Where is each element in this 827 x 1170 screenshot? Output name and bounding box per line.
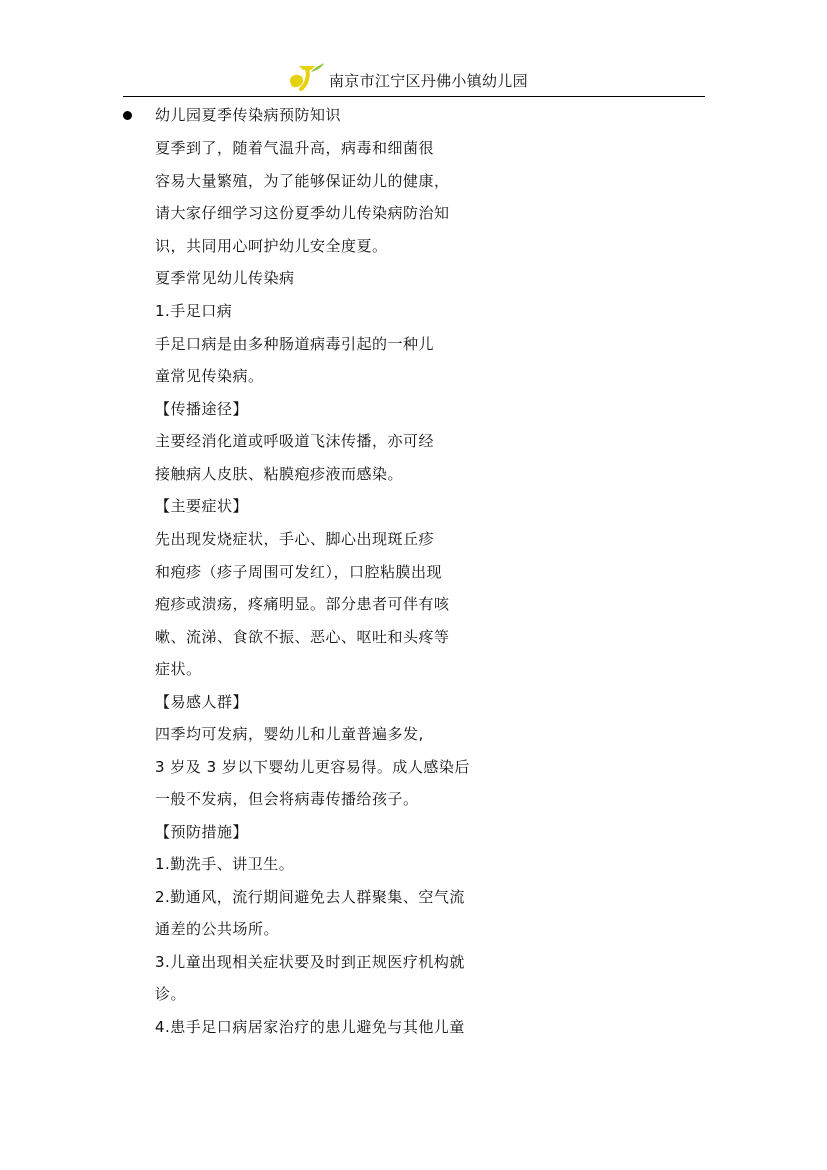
body-line: 主要经消化道或呼吸道飞沫传播，亦可经 [155, 432, 435, 450]
bracket-heading: 【易感人群】 [155, 693, 249, 711]
bracket-heading: 【预防措施】 [155, 823, 249, 841]
body-line: 请大家仔细学习这份夏季幼儿传染病防治知 [155, 204, 450, 222]
body-line: 童常见传染病。 [155, 367, 264, 385]
body-line: 夏季到了，随着气温升高，病毒和细菌很 [155, 139, 435, 157]
bullet-icon [123, 111, 132, 120]
bracket-heading: 【主要症状】 [155, 497, 249, 515]
article-title: 幼儿园夏季传染病预防知识 [155, 106, 342, 124]
school-logo-icon [285, 62, 325, 92]
subsection-heading: 1.手足口病 [155, 302, 233, 320]
section-heading: 夏季常见幼儿传染病 [155, 269, 295, 287]
body-line: 和疱疹（疹子周围可发红），口腔粘膜出现 [155, 563, 443, 581]
body-line: 疱疹或溃疡，疼痛明显。部分患者可伴有咳 [155, 595, 450, 613]
body-line: 诊。 [155, 985, 187, 1003]
body-line: 先出现发烧症状，手心、脚心出现斑丘疹 [155, 530, 435, 548]
body-line: 四季均可发病，婴幼儿和儿童普遍多发, [155, 725, 424, 743]
body-line: 接触病人皮肤、粘膜疱疹液而感染。 [155, 465, 404, 483]
body-line: 3 岁及 3 岁以下婴幼儿更容易得。成人感染后 [155, 758, 470, 776]
body-line: 一般不发病，但会将病毒传播给孩子。 [155, 790, 419, 808]
list-item: 1.勤洗手、讲卫生。 [155, 855, 295, 873]
bracket-heading: 【传播途径】 [155, 400, 249, 418]
body-line: 嗽、流涕、食欲不振、恶心、呕吐和头疼等 [155, 628, 450, 646]
body-line: 手足口病是由多种肠道病毒引起的一种儿 [155, 335, 435, 353]
list-item: 4.患手足口病居家治疗的患儿避免与其他儿童 [155, 1018, 465, 1036]
list-item: 3.儿童出现相关症状要及时到正规医疗机构就 [155, 953, 465, 971]
body-line: 通差的公共场所。 [155, 920, 280, 938]
school-name: 南京市江宁区丹佛小镇幼儿园 [329, 72, 528, 90]
page-header [123, 62, 705, 97]
list-item: 2.勤通风，流行期间避免去人群聚集、空气流 [155, 888, 465, 906]
body-line: 容易大量繁殖，为了能够保证幼儿的健康， [155, 172, 450, 190]
body-line: 症状。 [155, 660, 202, 678]
body-line: 识，共同用心呵护幼儿安全度夏。 [155, 237, 388, 255]
